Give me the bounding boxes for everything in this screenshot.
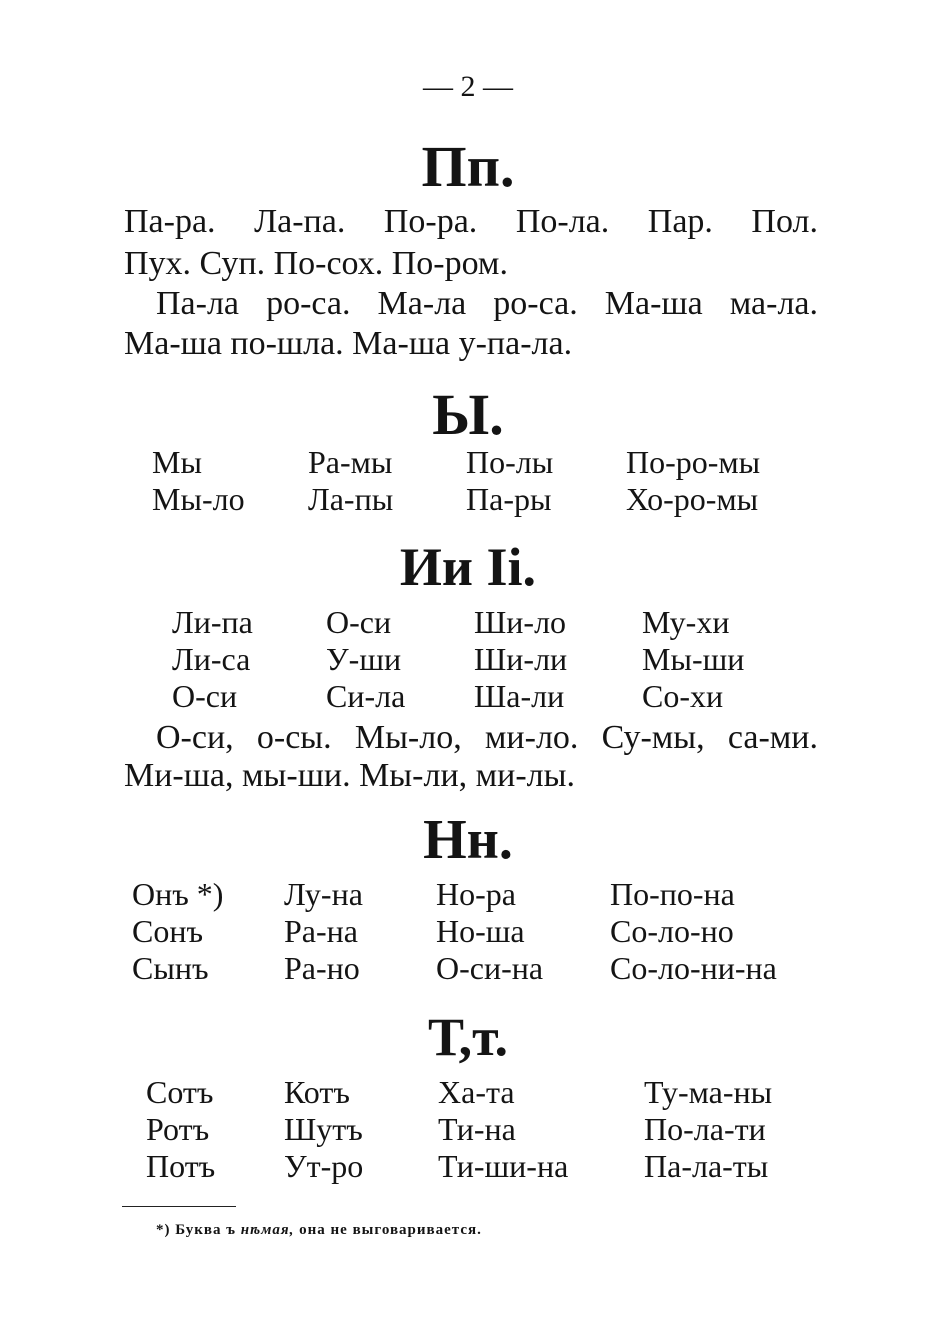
word-cell: О-си [326, 604, 392, 640]
word-cell: Ли-са [172, 641, 251, 677]
word-cell: Но-ша [436, 913, 525, 949]
word-cell: Со-хи [642, 678, 724, 714]
word-table-n [132, 876, 822, 987]
heading-p: Пп. [421, 134, 515, 199]
word-cell: Ротъ [146, 1111, 210, 1147]
word-cell: Мы [152, 444, 202, 480]
page-number: — 2 — [423, 70, 513, 103]
table-row [146, 1111, 816, 1148]
word-cell: О-си [172, 678, 238, 714]
word-cell: Со-ло-но [610, 913, 734, 949]
word-cell: Хо-ро-мы [626, 481, 759, 517]
footnote [156, 1222, 482, 1239]
word-cell: По-по-на [610, 876, 735, 912]
word-cell: Сотъ [146, 1074, 214, 1110]
word-cell: О-си-на [436, 950, 544, 986]
table-row [172, 641, 792, 678]
heading-t: Т,т. [427, 1007, 509, 1067]
table-row [172, 678, 792, 715]
heading-i: Ии Іі. [399, 537, 537, 597]
text-line: Пух. Суп. По-сох. По-ром. [124, 245, 508, 282]
text-line: Па-ла ро-са. Ма-ла ро-са. Ма-ша ма-ла. [156, 285, 818, 322]
table-row [132, 950, 822, 987]
word-cell: Шутъ [284, 1111, 363, 1147]
word-cell: Ту-ма-ны [644, 1074, 773, 1110]
word-cell: Мы-ло [152, 481, 245, 517]
table-row [146, 1148, 816, 1185]
word-table-t [146, 1074, 816, 1185]
word-cell: Па-ла-ты [644, 1148, 769, 1184]
word-cell: Онъ *) [132, 876, 224, 912]
text-line: Ми-ша, мы-ши. Мы-ли, ми-лы. [124, 757, 575, 794]
text-line: Ма-ша по-шла. Ма-ша у-па-ла. [124, 325, 573, 362]
word-cell: Мы-ши [642, 641, 745, 677]
table-row [172, 604, 792, 641]
word-cell: Лу-на [284, 876, 363, 912]
word-cell: Ра-но [284, 950, 360, 986]
footnote-divider [122, 1206, 236, 1207]
word-cell: Ша-ли [474, 678, 565, 714]
word-cell: Котъ [284, 1074, 350, 1110]
word-cell: Ха-та [438, 1074, 515, 1110]
word-cell: Ут-ро [284, 1148, 364, 1184]
word-cell: По-лы [466, 444, 554, 480]
word-cell: Си-ла [326, 678, 406, 714]
text-line: Па-ра. Ла-па. По-ра. По-ла. Пар. Пол. [124, 203, 818, 240]
word-cell: Ти-на [438, 1111, 516, 1147]
text-line: О-си, о-сы. Мы-ло, ми-ло. Су-мы, са-ми. [156, 719, 818, 756]
word-cell: Ра-мы [308, 444, 393, 480]
word-cell: Со-ло-ни-на [610, 950, 777, 986]
word-cell: Му-хи [642, 604, 730, 640]
table-row [152, 481, 792, 518]
word-cell: По-ла-ти [644, 1111, 766, 1147]
word-cell: Ши-ло [474, 604, 567, 640]
word-cell: Ши-ли [474, 641, 568, 677]
word-table-y [152, 444, 792, 518]
footnote-text: *) Буква ъ [156, 1222, 237, 1238]
word-cell: У-ши [326, 641, 402, 677]
word-cell: Сынъ [132, 950, 209, 986]
word-table-i [172, 604, 792, 715]
table-row [152, 444, 792, 481]
word-cell: Сонъ [132, 913, 204, 949]
word-cell: Потъ [146, 1148, 216, 1184]
word-cell: Ли-па [172, 604, 253, 640]
word-cell: Ра-на [284, 913, 358, 949]
footnote-italic: нѣмая, [240, 1222, 295, 1238]
word-cell: Ла-пы [308, 481, 394, 517]
table-row [132, 876, 822, 913]
footnote-text: она не выговаривается. [299, 1222, 482, 1238]
table-row [132, 913, 822, 950]
table-row [146, 1074, 816, 1111]
heading-n: Нн. [423, 809, 513, 871]
word-cell: Па-ры [466, 481, 552, 517]
heading-y: Ы. [432, 382, 504, 447]
word-cell: Но-ра [436, 876, 516, 912]
word-cell: По-ро-мы [626, 444, 761, 480]
word-cell: Ти-ши-на [438, 1148, 569, 1184]
